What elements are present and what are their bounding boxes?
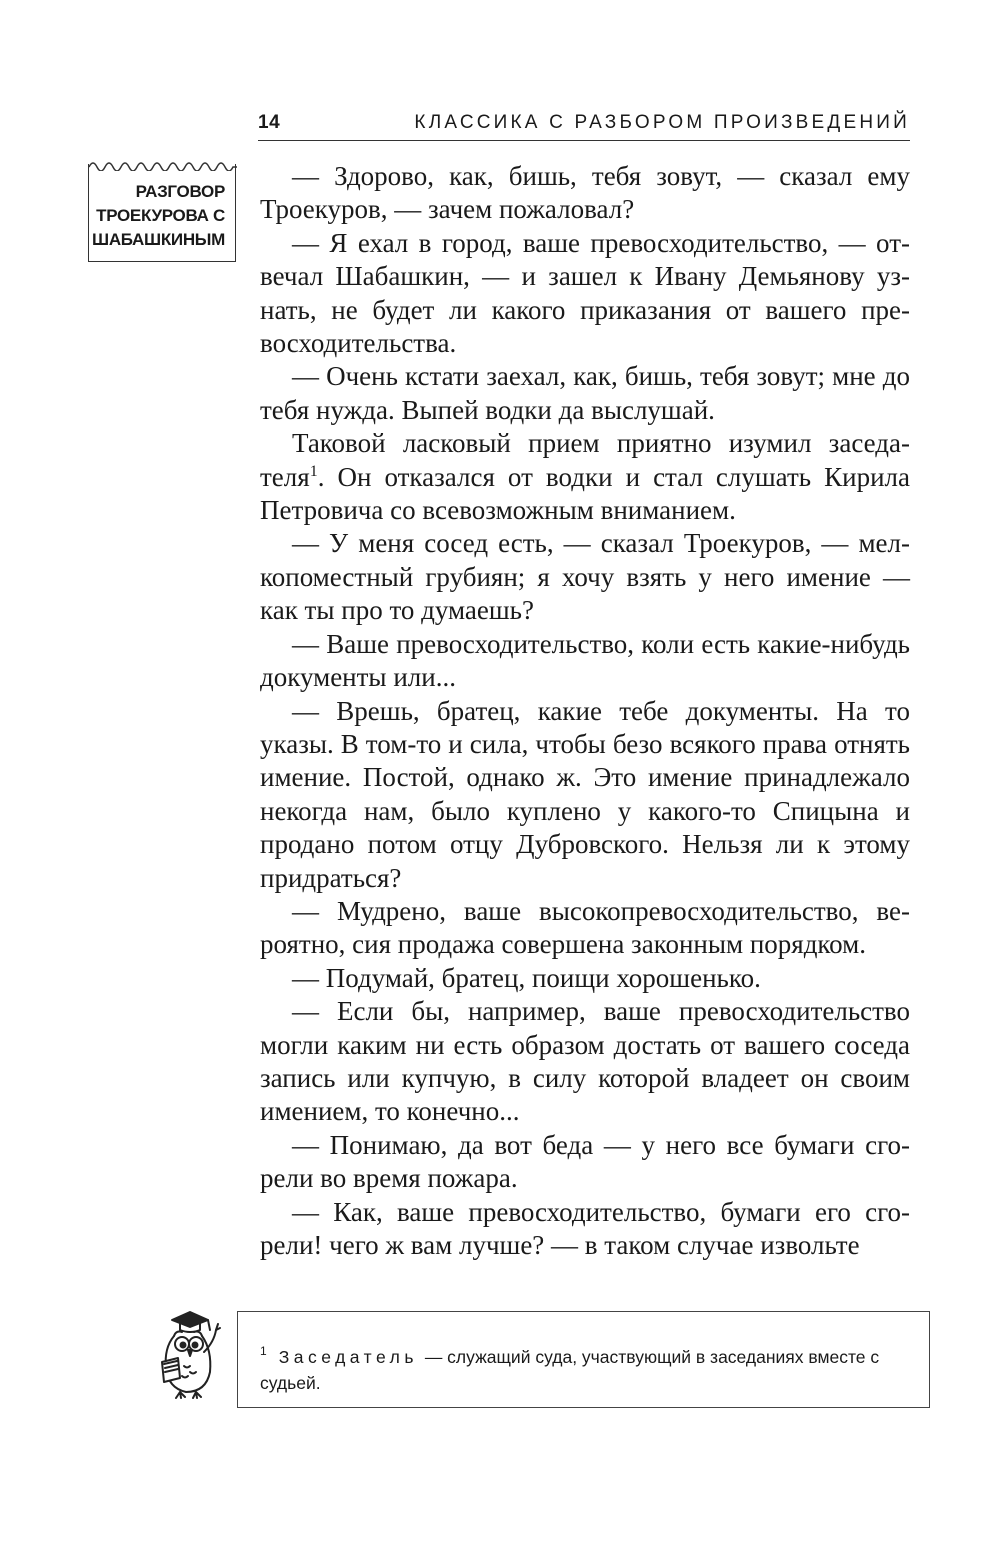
paragraph: — Мудрено, ваше высокопревосходительство, вероятно, сия продажа совершена законным порядком. <box>260 895 910 960</box>
margin-note <box>88 164 236 262</box>
margin-note-line: ШАБАШКИНЫМ <box>92 230 225 249</box>
running-header <box>258 106 910 141</box>
paragraph: — Здорово, как, бишь, тебя зовут, — сказал ему Троекуров, — зачем пожаловал? <box>260 161 910 225</box>
paragraph: — Если бы, например, ваше превосходительство могли каким ни есть образом достать от вашего соседа запись или купчую, в силу которой владеет он своим имением, то конечно... <box>260 996 910 1127</box>
paragraph: — У меня сосед есть, — сказал Троекуров, — мелкопоместный грубиян; я хочу взять у него имение — как ты про то думаешь? <box>260 528 910 626</box>
paragraph: — Врешь, братец, какие тебе документы. На то указы. В том-то и сила, чтобы безо всякого права отнять имение. Постой, однако ж. Это имение принадлежало некогда нам, было куплено у какого-то Спицына и продано потом отцу Дубровского. Нельзя ли к этому придраться? <box>260 695 910 893</box>
footnote-reference[interactable]: 1 <box>309 462 318 480</box>
footnote-definition: — служащий суда, участвующий в заседаниях вместе с судьей. <box>260 1347 880 1393</box>
margin-note-text <box>91 180 225 252</box>
paragraph: — Подумай, братец, поищи хорошенько. <box>292 962 761 993</box>
paragraph: — Я ехал в город, ваше превосходительство, — отвечал Шабашкин, — и зашел к Ивану Демьянову узнать, не будет ли какого приказания от вашего превосходительства. <box>260 227 910 359</box>
paragraph-with-footnote <box>260 427 910 527</box>
owl-scholar-icon <box>150 1306 226 1402</box>
paragraph: — Понимаю, да вот беда — у него все бумаги сгорели во время пожара. <box>260 1129 910 1194</box>
paragraph-text: . Он отказался от водки и стал слушать Кирила Петровича со всевозможным вниманием. <box>260 461 910 526</box>
wavy-edge-decoration <box>87 157 239 171</box>
paragraph: — Ваше превосходительство, коли есть какие-нибудь документы или... <box>260 628 910 693</box>
body-text <box>260 160 910 1262</box>
footnote-term: Заседатель <box>278 1347 418 1367</box>
margin-note-line: РАЗГОВОР <box>135 182 225 201</box>
footnote-marker: 1 <box>260 1344 267 1358</box>
paragraph: — Как, ваше превосходительство, бумаги его сгорели! чего ж вам лучше? — в таком случае извольте <box>260 1196 910 1260</box>
paragraph-text: Таковой ласковый прием приятно изумил заседателя <box>260 428 910 492</box>
footnote <box>237 1311 930 1408</box>
running-title: КЛАССИКА С РАЗБОРОМ ПРОИЗВЕДЕНИЙ <box>414 112 910 133</box>
page-number: 14 <box>258 112 281 133</box>
paragraph: — Очень кстати заехал, как, бишь, тебя зовут; мне до тебя нужда. Выпей водки да выслушай. <box>260 361 910 425</box>
margin-note-line: ТРОЕКУРОВА С <box>96 206 225 225</box>
